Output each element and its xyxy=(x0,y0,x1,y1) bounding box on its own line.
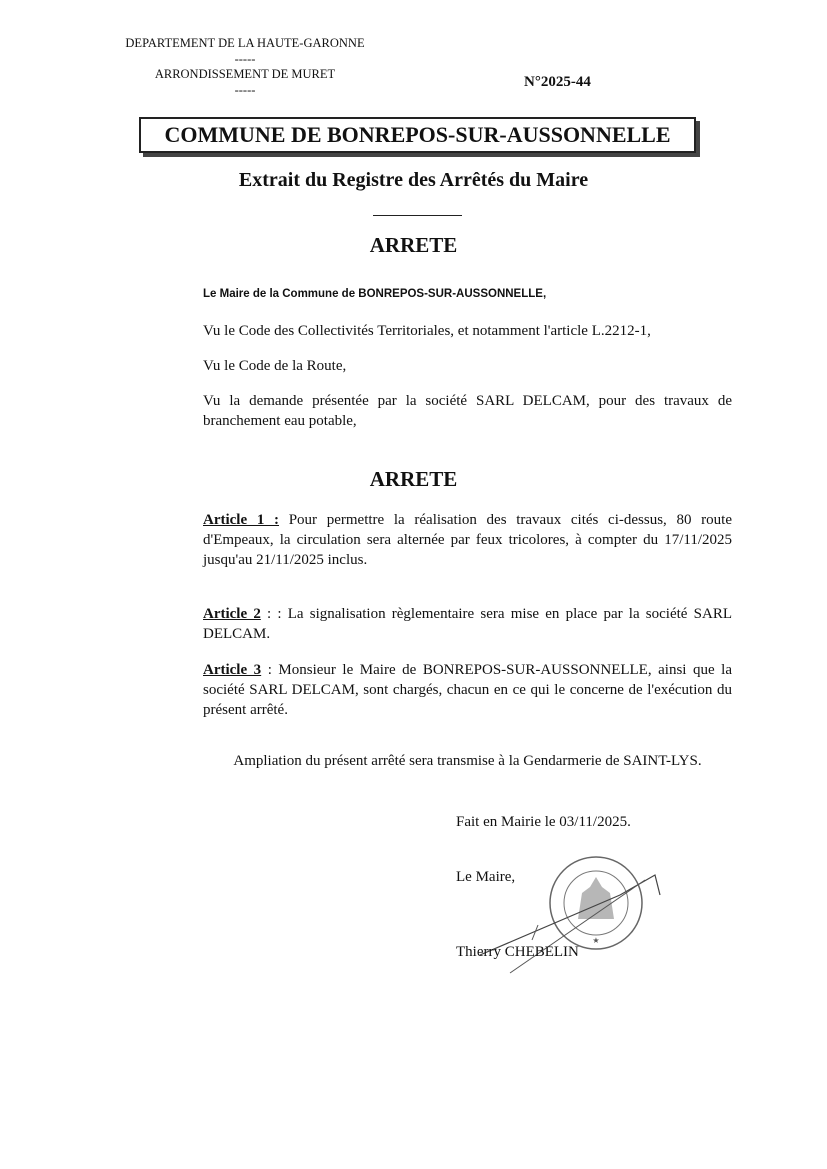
svg-text:★: ★ xyxy=(592,936,600,945)
signatory-name: Thierry CHEBELIN xyxy=(456,944,579,960)
article-3-text: : Monsieur le Maire de BONREPOS-SUR-AUSSONNELLE, ainsi que la société SARL DELCAM, sont chargés, chacun en ce qui le concerne de l'exécution du présent arrêté. xyxy=(203,662,732,718)
article-2 xyxy=(203,604,732,644)
departement: DEPARTEMENT DE LA HAUTE-GARONNE xyxy=(125,36,365,50)
preamble-vu-code-route: Vu le Code de la Route, xyxy=(203,358,347,374)
subtitle: Extrait du Registre des Arrêtés du Maire xyxy=(238,169,589,191)
article-1-text: Pour permettre la réalisation des travaux cités ci-dessus, 80 route d'Empeaux, la circulation sera alternée par feux tricolores, à compter du 17/11/2025 jusqu'au 21/11/2025 inclus. xyxy=(203,512,732,568)
heading-arrete-2: ARRETE xyxy=(369,467,458,491)
separator: ----- xyxy=(234,83,256,97)
article-1-label: Article 1 : xyxy=(203,512,280,528)
article-1 xyxy=(203,510,732,570)
ampliation: Ampliation du présent arrêté sera transmise à la Gendarmerie de SAINT-LYS. xyxy=(233,753,702,769)
article-3-label: Article 3 xyxy=(203,662,262,678)
heading-arrete: ARRETE xyxy=(369,233,458,257)
separator: ----- xyxy=(234,52,256,66)
preamble-vu-demande: Vu la demande présentée par la société SARL DELCAM, pour des travaux de branchement eau potable, xyxy=(203,393,732,429)
commune-title: COMMUNE DE BONREPOS-SUR-AUSSONNELLE xyxy=(139,117,696,153)
article-2-label: Article 2 xyxy=(203,606,261,622)
preamble-intro: Le Maire de la Commune de BONREPOS-SUR-AUSSONNELLE, xyxy=(203,288,547,300)
article-3 xyxy=(203,660,732,720)
arrete-number: N°2025-44 xyxy=(524,74,591,90)
arrondissement: ARRONDISSEMENT DE MURET xyxy=(154,67,336,81)
signatory-role: Le Maire, xyxy=(456,869,516,885)
fait-en-mairie: Fait en Mairie le 03/11/2025. xyxy=(456,814,631,830)
preamble-vu-cgct: Vu le Code des Collectivités Territoriales, et notamment l'article L.2212-1, xyxy=(203,323,651,339)
article-2-text: : : La signalisation règlementaire sera mise en place par la société SARL DELCAM. xyxy=(203,606,732,642)
divider xyxy=(373,215,462,216)
